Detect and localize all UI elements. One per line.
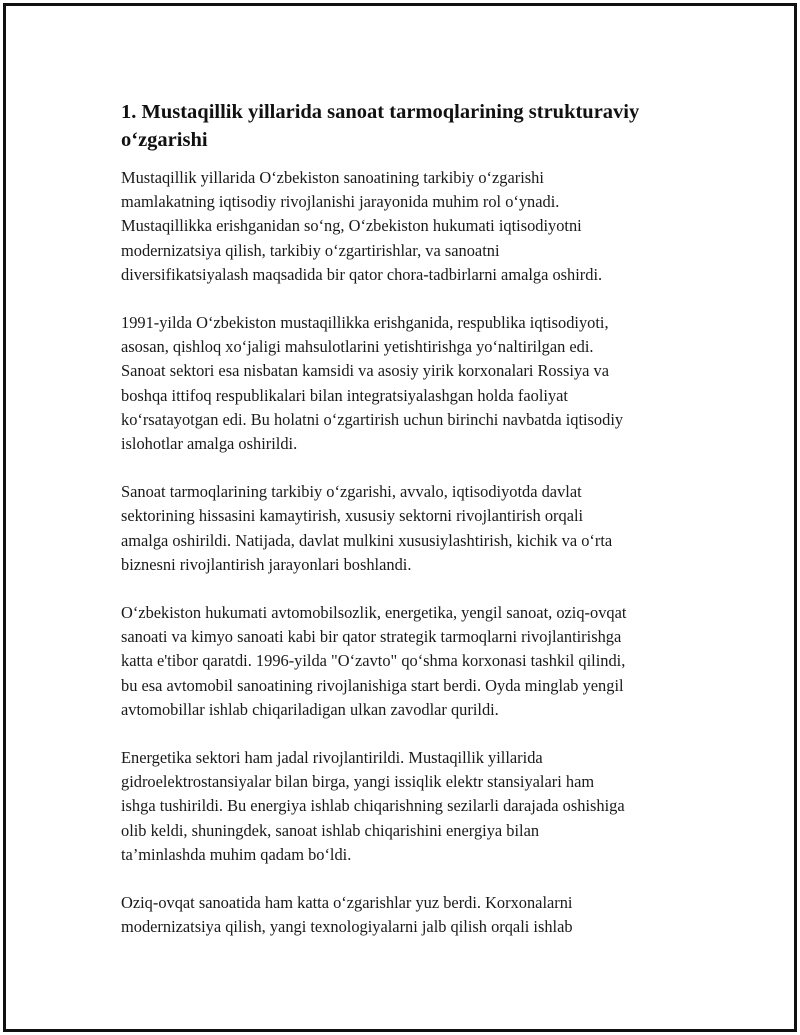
text-line: amalga oshirildi. Natijada, davlat mulkini xususiylashtirish, kichik va o‘rta bbox=[121, 530, 613, 550]
section-heading bbox=[121, 98, 691, 154]
paragraph-strategic-sectors bbox=[121, 601, 691, 722]
text-line: modernizatsiya qilish, yangi texnologiyalarni jalb qilish orqali ishlab bbox=[121, 917, 573, 937]
text-line: olib keldi, shuningdek, sanoat ishlab chiqarishini energiya bilan bbox=[121, 820, 540, 840]
text-line: islohotlar amalga oshirildi. bbox=[121, 434, 298, 454]
text-line: ta’minlashda muhim qadam bo‘ldi. bbox=[121, 844, 352, 864]
text-line: katta e'tibor qaratdi. 1996-yilda "O‘zavto" qo‘shma korxonasi tashkil qilindi, bbox=[121, 651, 626, 671]
heading-line: o‘zgarishi bbox=[121, 129, 208, 151]
text-line: avtomobillar ishlab chiqariladigan ulkan zavodlar qurildi. bbox=[121, 699, 499, 719]
text-line: Mustaqillikka erishganidan so‘ng, O‘zbekiston hukumati iqtisodiyotni bbox=[121, 216, 582, 236]
text-line: 1991-yilda O‘zbekiston mustaqillikka erishganida, respublika iqtisodiyoti, bbox=[121, 313, 609, 333]
text-line: Oziq-ovqat sanoatida ham katta o‘zgarishlar yuz berdi. Korxonalarni bbox=[121, 893, 573, 913]
text-line: O‘zbekiston hukumati avtomobilsozlik, energetika, yengil sanoat, oziq-ovqat bbox=[121, 603, 627, 623]
paragraph-1991 bbox=[121, 311, 691, 456]
text-line: sektorining hissasini kamaytirish, xususiy sektorni rivojlantirish orqali bbox=[121, 506, 584, 526]
heading-line: 1. Mustaqillik yillarida sanoat tarmoqlarining strukturaviy bbox=[121, 101, 640, 123]
paragraph-energy bbox=[121, 746, 691, 867]
text-line: Sanoat tarmoqlarining tarkibiy o‘zgarishi, avvalo, iqtisodiyotda davlat bbox=[121, 482, 582, 502]
text-line: gidroelektrostansiyalar bilan birga, yangi issiqlik elektr stansiyalari ham bbox=[121, 772, 595, 792]
text-line: bu esa avtomobil sanoatining rivojlanishiga start berdi. Oyda minglab yengil bbox=[121, 675, 624, 695]
text-line: asosan, qishloq xo‘jaligi mahsulotlarini yetishtirishga yo‘naltirilgan edi. bbox=[121, 337, 594, 357]
text-line: sanoati va kimyo sanoati kabi bir qator strategik tarmoqlarni rivojlantirishga bbox=[121, 627, 622, 647]
text-line: Sanoat sektori esa nisbatan kamsidi va asosiy yirik korxonalari Rossiya va bbox=[121, 361, 609, 381]
text-line: modernizatsiya qilish, tarkibiy o‘zgartirishlar, va sanoatni bbox=[121, 240, 500, 260]
text-line: ko‘rsatayotgan edi. Bu holatni o‘zgartirish uchun birinchi navbatda iqtisodiy bbox=[121, 409, 624, 429]
paragraph-intro bbox=[121, 166, 691, 287]
text-line: Energetika sektori ham jadal rivojlantirildi. Mustaqillik yillarida bbox=[121, 748, 543, 768]
page-frame bbox=[3, 3, 797, 1032]
text-line: Mustaqillik yillarida O‘zbekiston sanoatining tarkibiy o‘zgarishi bbox=[121, 168, 544, 187]
text-line: biznesni rivojlantirish jarayonlari boshlandi. bbox=[121, 554, 412, 574]
paragraph-food-industry bbox=[121, 891, 691, 939]
text-line: mamlakatning iqtisodiy rivojlanishi jarayonida muhim rol o‘ynadi. bbox=[121, 192, 560, 212]
document-body bbox=[121, 98, 691, 963]
text-line: diversifikatsiyalash maqsadida bir qator chora-tadbirlarni amalga oshirdi. bbox=[121, 264, 603, 284]
text-line: ishga tushirildi. Bu energiya ishlab chiqarishning sezilarli darajada oshishiga bbox=[121, 796, 625, 816]
paragraph-structural-change bbox=[121, 480, 691, 577]
text-line: boshqa ittifoq respublikalari bilan integratsiyalashgan holda faoliyat bbox=[121, 385, 568, 405]
